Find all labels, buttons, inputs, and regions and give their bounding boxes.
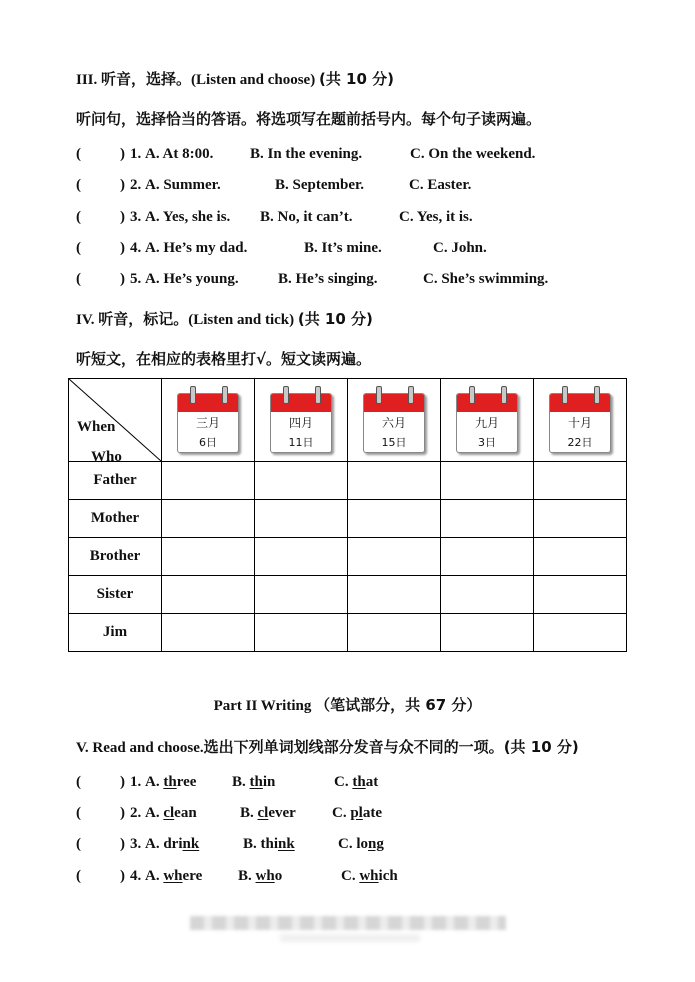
answer-bracket-close: )	[120, 271, 125, 287]
section-number: IV.	[76, 312, 95, 328]
word-prefix: C.	[332, 805, 351, 821]
option-b: B. It’s mine.	[304, 240, 382, 256]
tick-cell[interactable]	[441, 614, 534, 652]
tick-cell[interactable]	[534, 538, 627, 576]
row-label: Brother	[69, 538, 162, 576]
answer-bracket-open: (	[76, 868, 81, 884]
option-c: C. On the weekend.	[410, 146, 536, 162]
table-row	[69, 576, 627, 614]
table-header-row	[69, 379, 627, 462]
option-a: A. He’s my dad.	[145, 240, 248, 256]
underlined-letters: nk	[278, 836, 295, 852]
section-points: (共 10 分)	[297, 310, 373, 328]
tick-cell[interactable]	[255, 614, 348, 652]
word-prefix: A.	[145, 774, 164, 790]
section-number: III.	[76, 72, 98, 88]
word-prefix: A. dri	[145, 836, 183, 852]
corner-when-label: When	[77, 419, 116, 435]
corner-cell	[69, 379, 162, 465]
date-header-0	[162, 379, 255, 462]
calendar-day: 3日	[478, 436, 496, 449]
part-2-title	[0, 694, 695, 715]
word-prefix: A.	[145, 868, 164, 884]
table-row	[69, 462, 627, 500]
calendar-month: 六月	[381, 416, 406, 430]
date-header-3	[441, 379, 534, 462]
calendar-icon	[268, 381, 334, 457]
word-prefix: A.	[145, 805, 164, 821]
answer-bracket-close: )	[120, 868, 125, 884]
word-suffix: in	[262, 774, 276, 790]
tick-cell[interactable]	[441, 462, 534, 500]
corner-who-label: Who	[91, 449, 122, 465]
question-number: 5.	[130, 271, 142, 287]
table-row	[69, 614, 627, 652]
date-header-2	[348, 379, 441, 462]
row-label: Mother	[69, 500, 162, 538]
section-title-cn: 听音，标记。	[98, 310, 189, 328]
corner-diagonal	[69, 379, 161, 465]
tick-cell[interactable]	[441, 538, 534, 576]
calendar-day: 6日	[199, 436, 217, 449]
answer-bracket-open: (	[76, 146, 81, 162]
word-suffix: at	[365, 774, 379, 790]
tick-cell[interactable]	[162, 462, 255, 500]
part-title-en: Part II Writing	[213, 698, 312, 714]
underlined-letters: th	[352, 774, 366, 790]
tick-cell[interactable]	[534, 462, 627, 500]
blurred-footer	[190, 916, 506, 930]
calendar-icon	[361, 381, 427, 457]
word-suffix: ever	[268, 805, 296, 821]
answer-bracket-close: )	[120, 836, 125, 852]
option-b	[238, 868, 282, 885]
answer-bracket-open: (	[76, 836, 81, 852]
underlined-letters: nk	[182, 836, 200, 852]
word-prefix: B.	[240, 805, 258, 821]
option-c	[338, 836, 384, 853]
question-number: 4.	[130, 240, 142, 256]
tick-cell[interactable]	[348, 614, 441, 652]
option-b: B. No, it can’t.	[260, 209, 353, 225]
answer-bracket-open: (	[76, 209, 81, 225]
underlined-letters: th	[163, 774, 177, 790]
row-label: Father	[69, 462, 162, 500]
answer-bracket-close: )	[120, 177, 125, 193]
table-row	[69, 500, 627, 538]
option-a	[145, 836, 199, 853]
word-prefix: C. lo	[338, 836, 368, 852]
section-title-en: (Listen and tick)	[188, 312, 295, 328]
underlined-letters: ng	[368, 836, 384, 852]
underlined-letters: cl	[163, 805, 175, 821]
part-title-cn: （笔试部分，共 67 分）	[315, 696, 482, 714]
tick-cell[interactable]	[162, 614, 255, 652]
section-4-title	[76, 308, 373, 329]
word-suffix: o	[274, 868, 283, 884]
option-c	[341, 868, 398, 885]
section-4-instruction: 听短文，在相应的表格里打√。短文读两遍。	[76, 350, 372, 368]
word-prefix: B.	[238, 868, 256, 884]
tick-cell[interactable]	[534, 614, 627, 652]
section-5-title	[76, 736, 579, 757]
section-title-en: (Listen and choose)	[191, 72, 316, 88]
underlined-letters: wh	[359, 868, 379, 884]
section-title-cn: 听音，选择。	[101, 70, 192, 88]
section-3-instruction: 听问句，选择恰当的答语。将选项写在题前括号内。每个句子读两遍。	[76, 110, 542, 128]
tick-table	[68, 378, 627, 652]
word-suffix: ere	[182, 868, 203, 884]
underlined-letters: pl	[350, 805, 363, 821]
tick-cell[interactable]	[348, 500, 441, 538]
question-number: 2.	[130, 805, 142, 821]
option-c	[332, 805, 382, 822]
tick-cell[interactable]	[255, 576, 348, 614]
option-a	[145, 774, 196, 791]
word-suffix: ean	[174, 805, 197, 821]
answer-bracket-close: )	[120, 209, 125, 225]
tick-cell[interactable]	[162, 576, 255, 614]
answer-bracket-open: (	[76, 774, 81, 790]
option-b	[240, 805, 296, 822]
word-prefix: B. thi	[243, 836, 279, 852]
answer-bracket-close: )	[120, 240, 125, 256]
section-3-title	[76, 68, 394, 89]
row-label: Jim	[69, 614, 162, 652]
option-a: A. He’s young.	[145, 271, 239, 287]
answer-bracket-open: (	[76, 805, 81, 821]
tick-cell[interactable]	[162, 538, 255, 576]
word-suffix: ich	[378, 868, 398, 884]
calendar-icon	[175, 381, 241, 457]
word-prefix: C.	[334, 774, 353, 790]
tick-cell[interactable]	[255, 462, 348, 500]
option-b	[232, 774, 275, 791]
option-c: C. Yes, it is.	[399, 209, 473, 225]
tick-cell[interactable]	[162, 500, 255, 538]
section-points: (共 10 分)	[318, 70, 394, 88]
calendar-month: 三月	[195, 416, 220, 430]
calendar-day: 22日	[567, 436, 593, 449]
answer-bracket-close: )	[120, 774, 125, 790]
calendar-icon	[547, 381, 613, 457]
answer-bracket-open: (	[76, 177, 81, 193]
answer-bracket-close: )	[120, 146, 125, 162]
question-number: 1.	[130, 146, 142, 162]
row-label: Sister	[69, 576, 162, 614]
tick-cell[interactable]	[441, 576, 534, 614]
answer-bracket-open: (	[76, 240, 81, 256]
question-number: 4.	[130, 868, 142, 884]
option-b	[243, 836, 295, 853]
option-b: B. He’s singing.	[278, 271, 378, 287]
tick-cell[interactable]	[348, 576, 441, 614]
answer-bracket-open: (	[76, 271, 81, 287]
word-prefix: C.	[341, 868, 360, 884]
tick-cell[interactable]	[255, 500, 348, 538]
question-number: 1.	[130, 774, 142, 790]
calendar-month: 四月	[288, 416, 313, 430]
section-title-cn: 选出下列单词划线部分发音与众不同的一项。	[203, 738, 504, 756]
tick-cell[interactable]	[534, 576, 627, 614]
question-number: 3.	[130, 836, 142, 852]
tick-cell[interactable]	[348, 462, 441, 500]
word-suffix: ate	[362, 805, 383, 821]
blurred-footer-line	[280, 934, 420, 942]
answer-bracket-close: )	[120, 805, 125, 821]
underlined-letters: th	[249, 774, 263, 790]
option-c: C. She’s swimming.	[423, 271, 549, 287]
underlined-letters: cl	[257, 805, 269, 821]
date-header-4	[534, 379, 627, 462]
tick-cell[interactable]	[348, 538, 441, 576]
word-prefix: B.	[232, 774, 250, 790]
option-a: A. Summer.	[145, 177, 221, 193]
calendar-month: 九月	[474, 416, 499, 430]
option-a: A. At 8:00.	[145, 146, 214, 162]
option-a	[145, 805, 197, 822]
option-c: C. John.	[433, 240, 487, 256]
option-c	[334, 774, 378, 791]
calendar-day: 11日	[288, 436, 314, 449]
underlined-letters: wh	[255, 868, 275, 884]
date-header-1	[255, 379, 348, 462]
section-points: (共 10 分)	[503, 738, 579, 756]
option-b: B. September.	[275, 177, 365, 193]
calendar-icon	[454, 381, 520, 457]
tick-cell[interactable]	[534, 500, 627, 538]
calendar-day: 15日	[381, 436, 407, 449]
section-title-en: V. Read and choose.	[76, 740, 204, 756]
option-c: C. Easter.	[409, 177, 472, 193]
underlined-letters: wh	[163, 868, 183, 884]
option-b: B. In the evening.	[250, 146, 363, 162]
option-a	[145, 868, 202, 885]
tick-cell[interactable]	[255, 538, 348, 576]
question-number: 2.	[130, 177, 142, 193]
table-row	[69, 538, 627, 576]
tick-cell[interactable]	[441, 500, 534, 538]
calendar-month: 十月	[567, 416, 592, 430]
option-a: A. Yes, she is.	[145, 209, 231, 225]
word-suffix: ree	[176, 774, 197, 790]
question-number: 3.	[130, 209, 142, 225]
